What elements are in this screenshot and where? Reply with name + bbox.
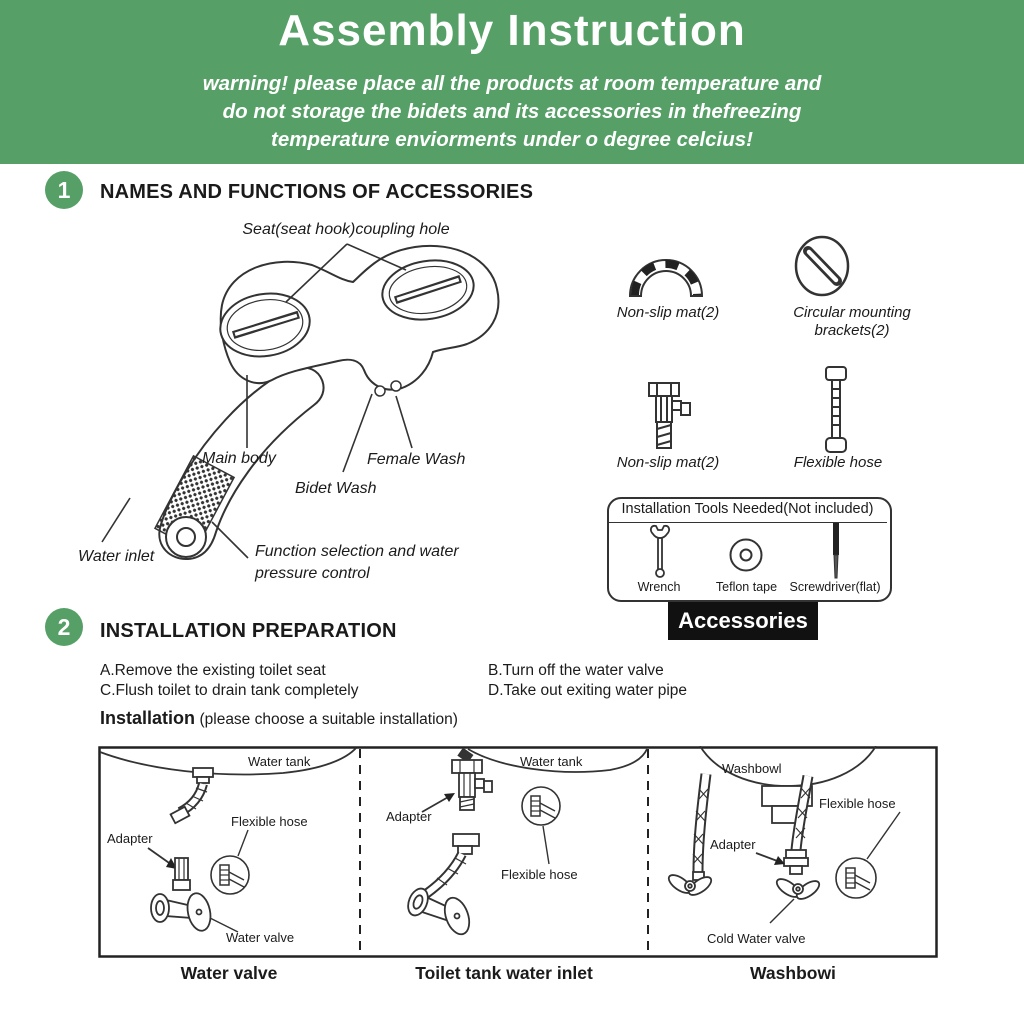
flexible-hose-label: Flexible hose xyxy=(793,454,883,471)
warning-line-2: do not storage the bidets and its accessories in thefreezing xyxy=(222,100,802,123)
screwdriver-label: Screwdriver(flat) xyxy=(789,580,881,594)
panel1-caption: Water valve xyxy=(180,963,278,983)
circular-bracket-label xyxy=(781,304,923,340)
panel3-flexible-hose-label: Flexible hose xyxy=(819,796,896,811)
panel1-water-tank-label: Water tank xyxy=(248,754,311,769)
warning-line-3: temperature enviorments under o degree celcius! xyxy=(271,128,753,151)
circular-bracket-label-line2: brackets(2) xyxy=(814,322,890,339)
tools-box-divider xyxy=(608,522,887,523)
label-water-inlet: Water inlet xyxy=(78,548,155,565)
teflon-tape-icon xyxy=(728,537,764,573)
t-adapter-label: Non-slip mat(2) xyxy=(616,454,720,471)
panel3-cold-water-valve-label: Cold Water valve xyxy=(707,931,806,946)
installation-panels xyxy=(98,746,938,958)
wrench-label: Wrench xyxy=(637,580,681,594)
panel2-adapter-label: Adapter xyxy=(386,809,432,824)
warning-line-1: warning! please place all the products at room temperature and xyxy=(202,72,822,95)
panel3-adapter-label: Adapter xyxy=(710,837,756,852)
panel1-flexible-hose-label: Flexible hose xyxy=(231,814,308,829)
label-function-line1: Function selection and water xyxy=(255,543,459,560)
label-main-body: Main body xyxy=(202,450,276,467)
panel2-caption: Toilet tank water inlet xyxy=(415,963,593,983)
label-female-wash: Female Wash xyxy=(367,451,466,468)
panel2-flexible-hose-label: Flexible hose xyxy=(501,867,578,882)
wrench-icon xyxy=(647,524,673,580)
panel1-water-valve-label: Water valve xyxy=(226,930,295,945)
installation-heading: Installation xyxy=(100,708,196,728)
step-a: A.Remove the existing toilet seat xyxy=(100,662,326,679)
flexible-hose-icon xyxy=(821,365,851,457)
circular-bracket-label-line1: Circular mounting xyxy=(793,304,911,321)
label-coupling-hole: Seat(seat hook)coupling hole xyxy=(242,221,450,238)
panel3-washbowl-label: Washbowl xyxy=(722,761,782,776)
tools-box-title: Installation Tools Needed(Not included) xyxy=(621,501,874,517)
installation-note: (please choose a suitable installation) xyxy=(199,711,458,728)
page-title: Assembly Instruction xyxy=(278,6,746,55)
step-b: B.Turn off the water valve xyxy=(488,662,664,679)
circular-bracket-icon xyxy=(789,234,855,300)
label-function-line2: pressure control xyxy=(255,565,370,582)
installation-heading-row xyxy=(100,708,458,729)
section1-title: NAMES AND FUNCTIONS OF ACCESSORIES xyxy=(100,181,534,203)
step-c: C.Flush toilet to drain tank completely xyxy=(100,682,359,699)
non-slip-mat-arc-label: Non-slip mat(2) xyxy=(616,304,720,321)
section2-title: INSTALLATION PREPARATION xyxy=(100,620,397,642)
screwdriver-icon xyxy=(827,522,845,582)
warning-text xyxy=(0,70,1024,154)
accessories-badge: Accessories xyxy=(668,602,818,640)
panel1-adapter-label: Adapter xyxy=(107,831,153,846)
panel2-water-tank-label: Water tank xyxy=(520,754,583,769)
section1-number-badge: 1 xyxy=(45,171,83,209)
t-adapter-icon xyxy=(644,381,694,453)
bidet-art xyxy=(102,244,498,559)
section2-number-badge: 2 xyxy=(45,608,83,646)
teflon-tape-label: Teflon tape xyxy=(715,580,778,594)
label-bidet-wash: Bidet Wash xyxy=(295,480,377,497)
panel3-caption: Washbowi xyxy=(750,963,836,983)
non-slip-mat-arc-icon xyxy=(618,240,714,302)
step-d: D.Take out exiting water pipe xyxy=(488,682,688,699)
bidet-diagram xyxy=(60,210,530,590)
